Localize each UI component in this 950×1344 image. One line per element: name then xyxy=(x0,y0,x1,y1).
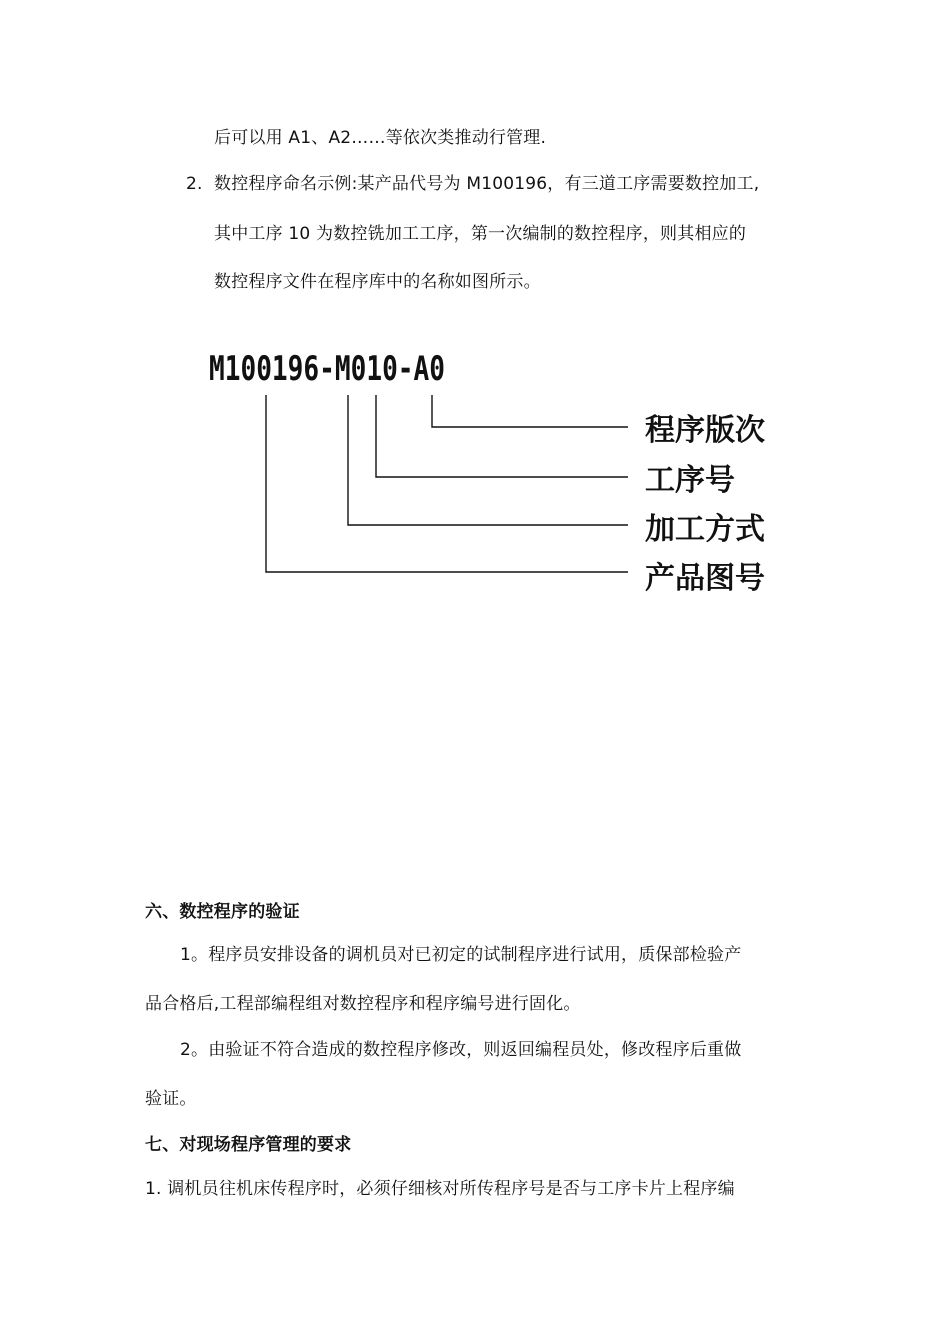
paragraph-line: 验证。 xyxy=(145,1089,197,1109)
paragraph-line: 2。由验证不符合造成的数控程序修改，则返回编程员处，修改程序后重做 xyxy=(180,1040,742,1060)
paragraph-line: 数控程序文件在程序库中的名称如图所示。 xyxy=(214,272,541,292)
connector-method xyxy=(348,395,628,525)
list-number: 2. xyxy=(186,174,203,194)
paragraph-line: 1. 调机员往机床传程序时，必须仔细核对所传程序号是否与工序卡片上程序编 xyxy=(145,1179,735,1199)
diagram-label-method: 加工方式 xyxy=(645,512,765,547)
diagram-label-version: 程序版次 xyxy=(645,413,765,448)
paragraph-line: 数控程序命名示例:某产品代号为 M100196，有三道工序需要数控加工, xyxy=(214,174,760,194)
diagram-label-process-no: 工序号 xyxy=(645,463,735,498)
paragraph-line: 1。程序员安排设备的调机员对已初定的试制程序进行试用，质保部检验产 xyxy=(180,945,742,965)
diagram-code: M100196-M010-A0 xyxy=(209,349,445,389)
diagram-label-part-no: 产品图号 xyxy=(645,561,765,596)
connector-process-no xyxy=(376,395,628,477)
section-7-title: 七、对现场程序管理的要求 xyxy=(145,1135,352,1155)
connector-version xyxy=(432,395,628,427)
diagram-connector-lines xyxy=(266,395,628,572)
paragraph-line: 其中工序 10 为数控铣加工工序，第一次编制的数控程序，则其相应的 xyxy=(214,224,747,244)
paragraph-continuation: 后可以用 A1、A2……等依次类推动行管理. xyxy=(214,128,547,148)
connector-part-no xyxy=(266,395,628,572)
paragraph-line: 品合格后,工程部编程组对数控程序和程序编号进行固化。 xyxy=(145,994,581,1014)
section-6-title: 六、数控程序的验证 xyxy=(145,902,300,922)
